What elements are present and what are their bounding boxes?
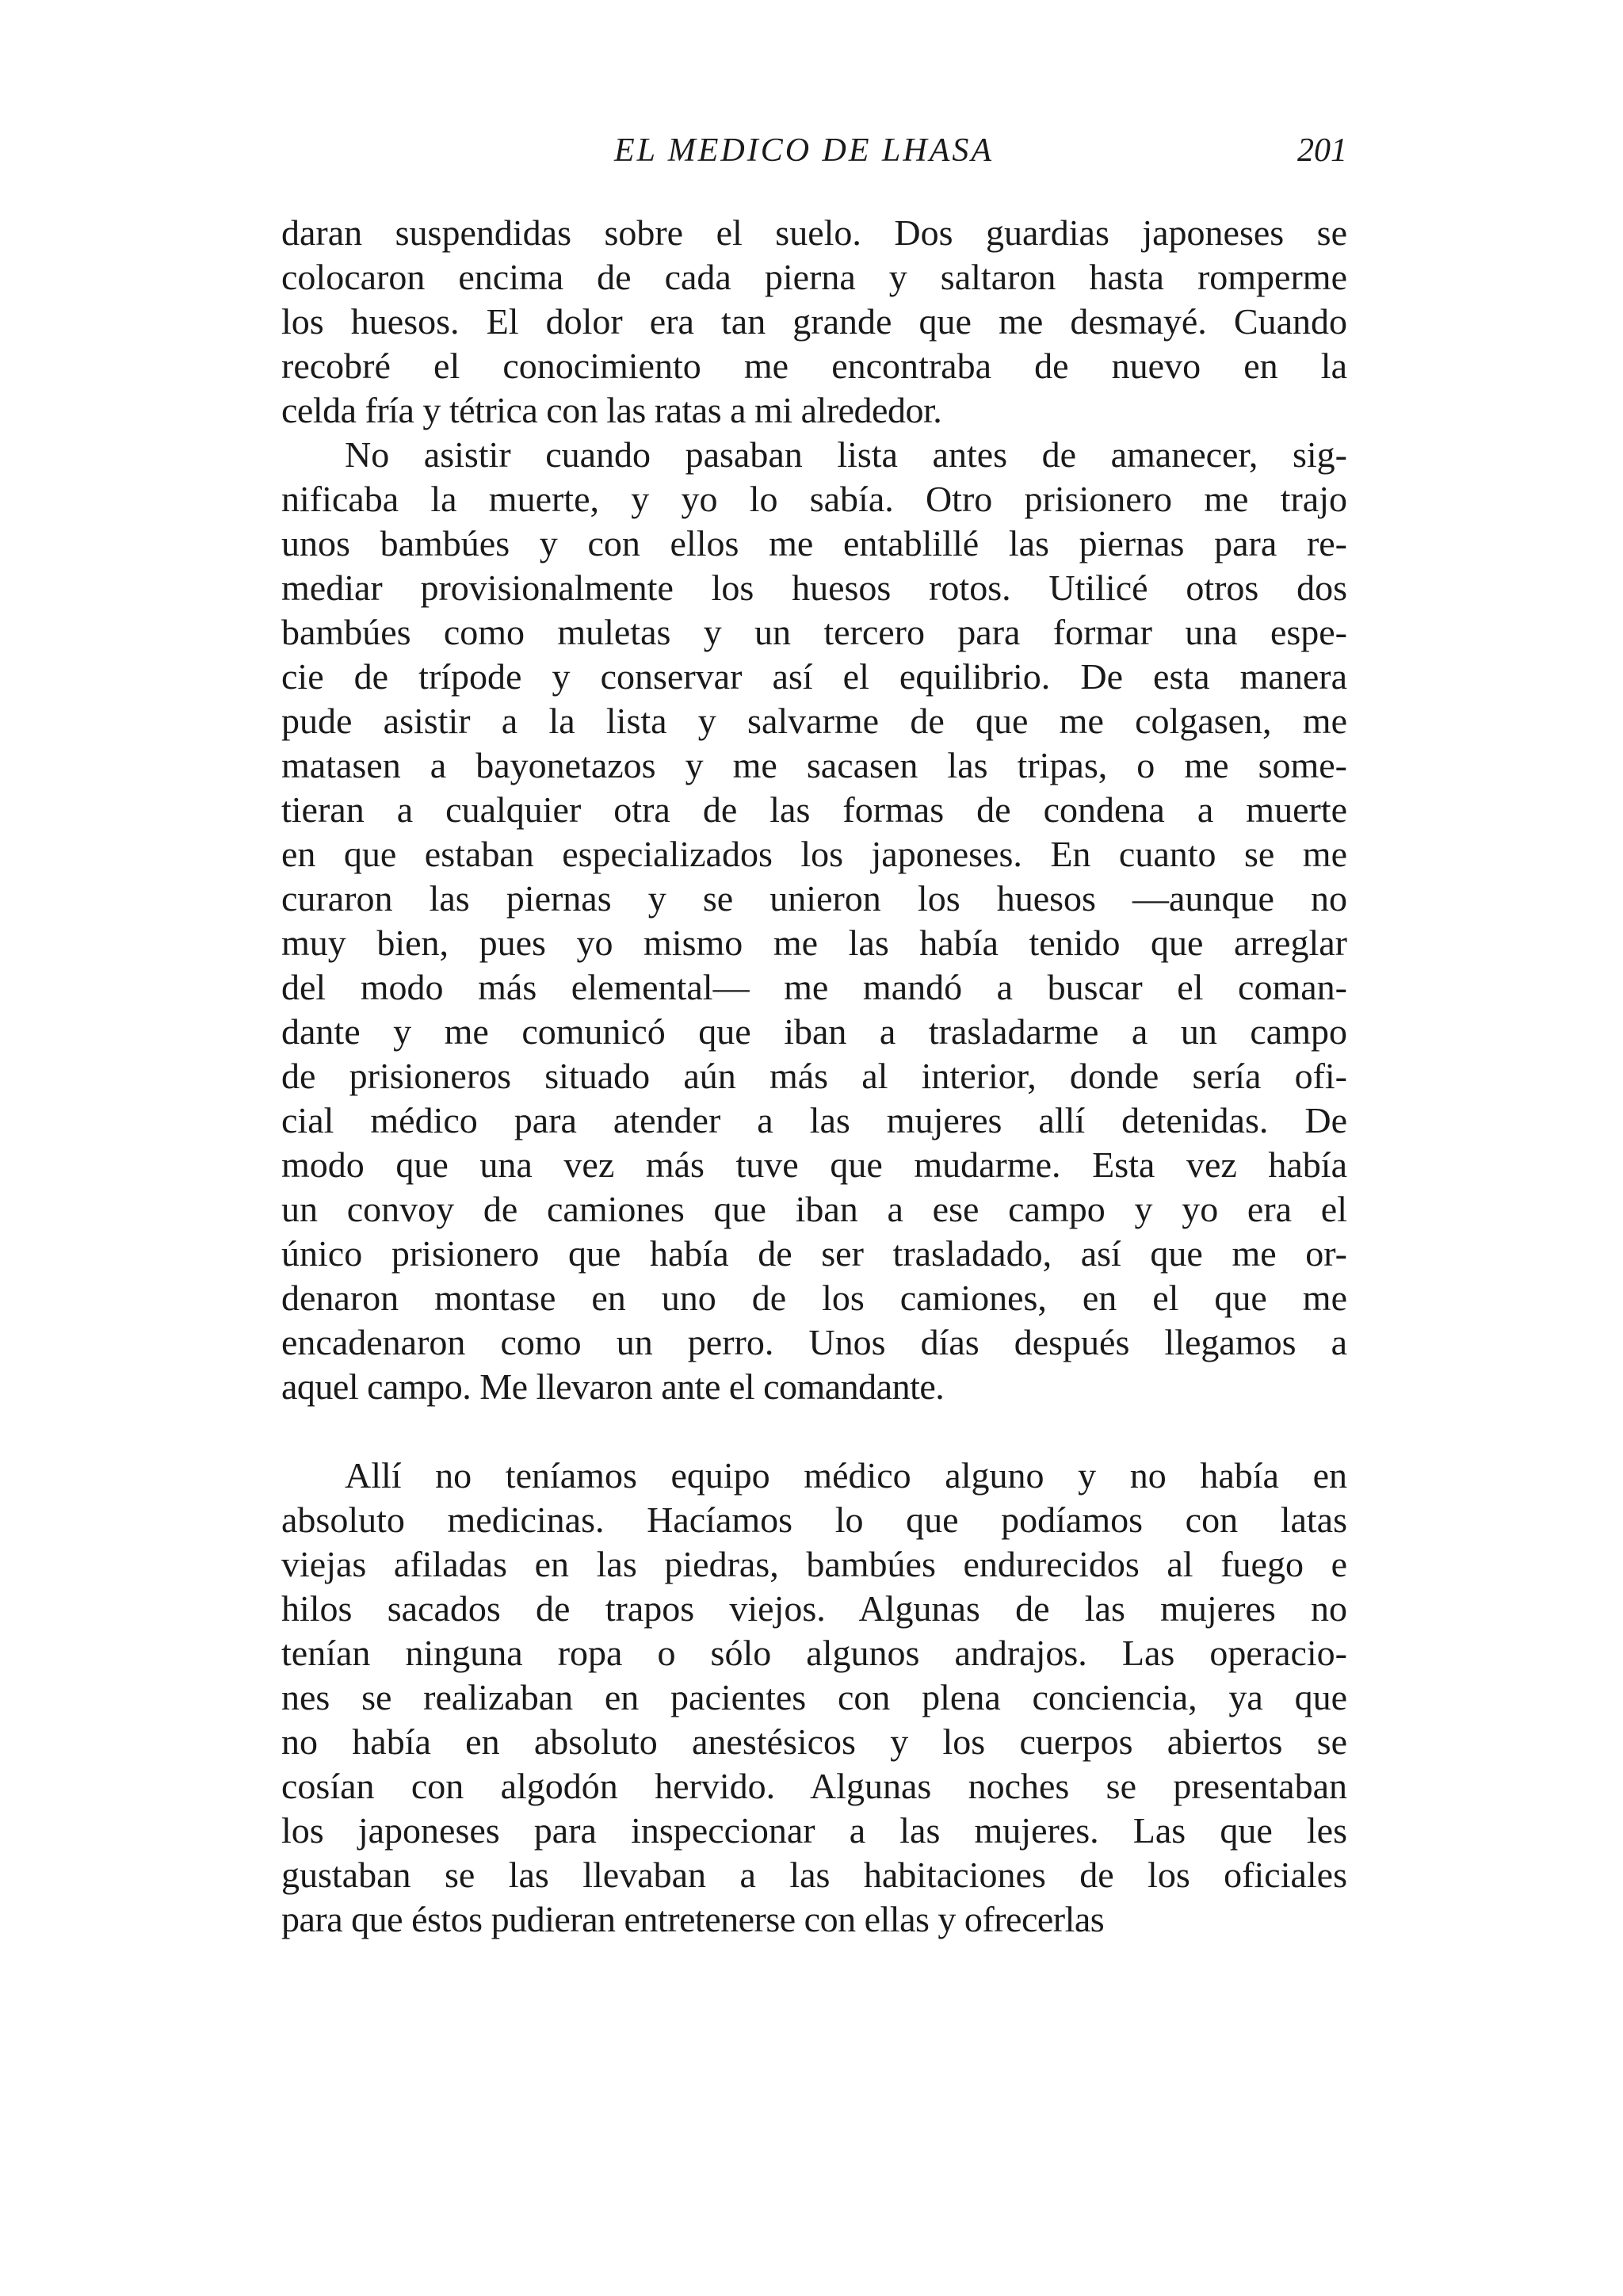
text-line: un convoy de camiones que iban a ese campo y yo era el — [281, 1189, 1347, 1229]
text-line: recobré el conocimiento me encontraba de nuevo en la — [281, 346, 1347, 386]
text-line: daran suspendidas sobre el suelo. Dos guardias japoneses se — [281, 212, 1347, 253]
text-line: unos bambúes y con ellos me entablillé las piernas para re- — [281, 523, 1347, 563]
text-line: tieran a cualquier otra de las formas de condena a muerte — [281, 789, 1347, 830]
text-line: único prisionero que había de ser trasladado, así que me or- — [281, 1233, 1347, 1274]
text-line: hilos sacados de trapos viejos. Algunas de las mujeres no — [281, 1588, 1347, 1629]
text-line: aquel campo. Me llevaron ante el comandante. — [281, 1366, 945, 1407]
text-line: cosían con algodón hervido. Algunas noches se presentaban — [281, 1766, 1347, 1806]
text-line: No asistir cuando pasaban lista antes de amanecer, sig- — [345, 434, 1347, 475]
text-line: modo que una vez más tuve que mudarme. Esta vez había — [281, 1144, 1347, 1185]
paragraph — [281, 433, 1347, 1409]
paragraph — [281, 211, 1347, 433]
text-line: absoluto medicinas. Hacíamos lo que podíamos con latas — [281, 1499, 1347, 1540]
text-line: cial médico para atender a las mujeres allí detenidas. De — [281, 1100, 1347, 1140]
text-line: muy bien, pues yo mismo me las había tenido que arreglar — [281, 923, 1347, 963]
text-line: matasen a bayonetazos y me sacasen las tripas, o me some- — [281, 745, 1347, 785]
text-line: nes se realizaban en pacientes con plena conciencia, ya que — [281, 1677, 1347, 1717]
text-line: mediar provisionalmente los huesos rotos. Utilicé otros dos — [281, 567, 1347, 608]
text-line: no había en absoluto anestésicos y los cuerpos abiertos se — [281, 1721, 1347, 1762]
paragraph — [281, 1454, 1347, 1942]
text-line: curaron las piernas y se unieron los huesos —aunque no — [281, 878, 1347, 919]
text-line: para que éstos pudieran entretenerse con ellas y ofrecerlas — [281, 1899, 1105, 1939]
text-line: celda fría y tétrica con las ratas a mi alrededor. — [281, 390, 942, 430]
text-line: gustaban se las llevaban a las habitaciones de los oficiales — [281, 1855, 1347, 1895]
text-line: tenían ninguna ropa o sólo algunos andrajos. Las operacio- — [281, 1633, 1347, 1673]
text-line: los huesos. El dolor era tan grande que me desmayé. Cuando — [281, 301, 1347, 342]
page-number: 201 — [1297, 132, 1347, 169]
text-line: bambúes como muletas y un tercero para formar una espe- — [281, 612, 1347, 652]
page-header — [281, 127, 1347, 174]
text-line: Allí no teníamos equipo médico alguno y no había en — [345, 1455, 1347, 1496]
text-line: colocaron encima de cada pierna y saltaron hasta romperme — [281, 257, 1347, 297]
text-line: dante y me comunicó que iban a trasladarme a un campo — [281, 1011, 1347, 1052]
text-line: viejas afiladas en las piedras, bambúes endurecidos al fuego e — [281, 1544, 1347, 1584]
text-line: los japoneses para inspeccionar a las mujeres. Las que les — [281, 1810, 1347, 1851]
text-line: de prisioneros situado aún más al interior, donde sería ofi- — [281, 1056, 1347, 1096]
text-line: en que estaban especializados los japoneses. En cuanto se me — [281, 834, 1347, 874]
running-title: EL MEDICO DE LHASA — [614, 132, 995, 169]
paragraph-gap — [281, 1409, 1347, 1454]
text-line: encadenaron como un perro. Unos días después llegamos a — [281, 1322, 1347, 1362]
text-line: del modo más elemental— me mandó a buscar el coman- — [281, 967, 1347, 1007]
text-line: denaron montase en uno de los camiones, en el que me — [281, 1278, 1347, 1318]
text-line: cie de trípode y conservar así el equilibrio. De esta manera — [281, 656, 1347, 697]
body-text — [281, 211, 1347, 1942]
text-line: nificaba la muerte, y yo lo sabía. Otro prisionero me trajo — [281, 479, 1347, 519]
text-line: pude asistir a la lista y salvarme de que me colgasen, me — [281, 701, 1347, 741]
